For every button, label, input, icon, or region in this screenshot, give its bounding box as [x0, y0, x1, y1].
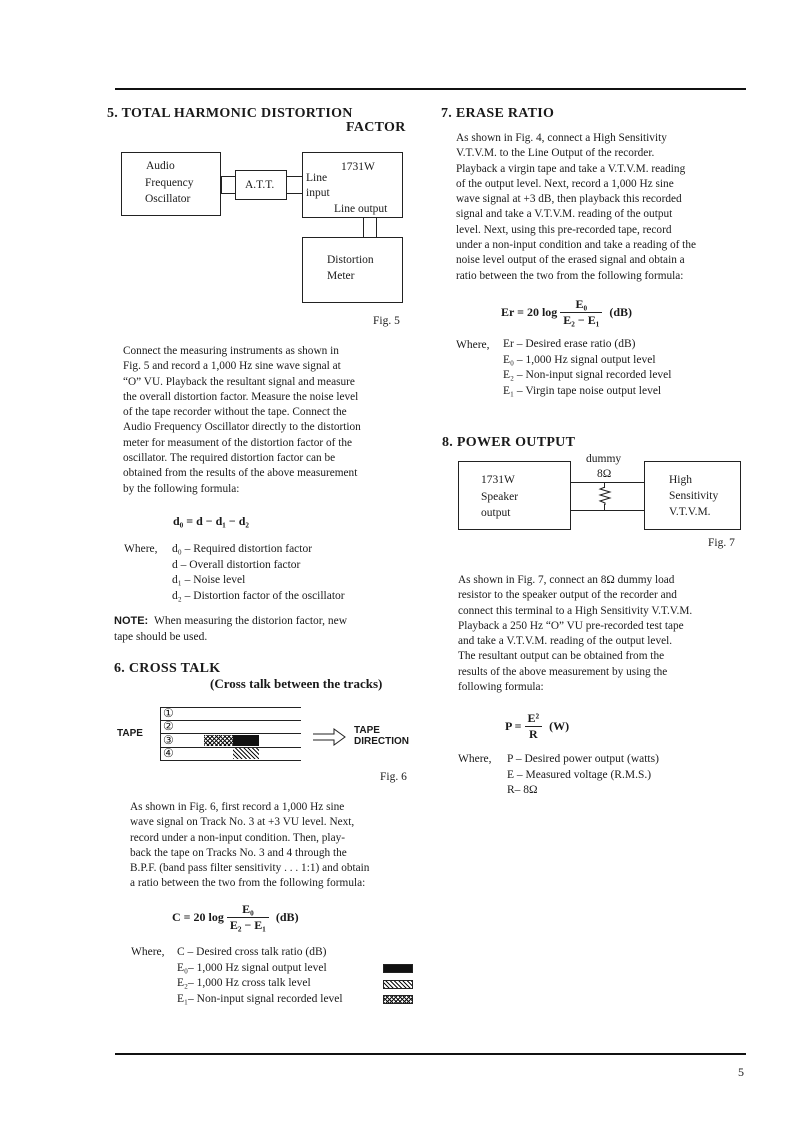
vtvm-box [644, 461, 741, 530]
wire [221, 176, 222, 194]
speaker-label-1: Speaker [481, 491, 519, 503]
tape-edge [160, 707, 161, 761]
formula-denominator: E₂ − E₁ [229, 918, 266, 932]
fig6-caption: Fig. 6 [380, 771, 407, 783]
text-line: of the output level. Next, record a 1,000 Hz sine [456, 177, 674, 190]
sec5-title-cont: FACTOR [346, 120, 406, 135]
track-line [160, 720, 301, 721]
recorder-box [302, 152, 403, 218]
line-input-2: input [306, 187, 330, 199]
text-line: obtained from the results of the above measurement [123, 467, 358, 480]
formula-fraction [227, 902, 269, 933]
text-line: level. Next, using this pre-recorded tape, record [456, 223, 672, 236]
wire [571, 510, 645, 511]
sec6-subtitle: (Cross talk between the tracks) [210, 676, 383, 691]
definition-item: d₀ – Required distortion factor [172, 543, 313, 555]
track-line [160, 707, 301, 708]
bottom-rule [115, 1053, 746, 1055]
wire [363, 218, 364, 238]
sec8-title: 8. POWER OUTPUT [442, 435, 576, 450]
line-input-1: Line [306, 172, 328, 184]
sec7-paragraph [456, 131, 739, 284]
formula-fraction [525, 711, 543, 742]
formula-unit: (dB) [275, 910, 299, 924]
text-line: the overall distortion factor. Measure the noise level [123, 390, 359, 403]
formula-unit: (dB) [609, 305, 633, 319]
sec5-formula: d₀ = d − d₁ − d₂ [173, 514, 250, 528]
sec8-definitions [507, 752, 659, 799]
text-line: results of the above measurement by using the [458, 665, 668, 678]
formula-lhs: C = 20 log [172, 910, 224, 924]
formula-denominator: E₂ − E₁ [563, 313, 600, 327]
recorder-model: 1731W [481, 474, 515, 486]
sec8-paragraph [458, 573, 742, 695]
sec7-where: Where, [456, 339, 490, 351]
text-line: meter for measument of the distortion factor of the [123, 436, 352, 449]
text-line: wave signal at +3 dB, then playback this recorded [456, 193, 682, 206]
osc-label-1: Audio [146, 160, 175, 172]
sec8-where: Where, [458, 753, 492, 765]
text-line: The resultant output can be obtained from the [458, 650, 665, 663]
definition-item: P – Desired power output (watts) [507, 753, 659, 765]
track-2-label: ② [163, 719, 174, 733]
att-box [235, 170, 287, 200]
non-input-segment [204, 735, 233, 746]
track-line [160, 747, 301, 748]
definition-item: d – Overall distortion factor [172, 558, 301, 571]
text-line: by the following formula: [123, 482, 240, 495]
formula-numerator: E² [525, 711, 543, 727]
top-rule [115, 88, 746, 90]
osc-label-3: Oscillator [145, 193, 191, 205]
track-4-label: ④ [163, 746, 174, 760]
track-3-label: ③ [163, 733, 174, 747]
definition-item: C – Desired cross talk ratio (dB) [177, 946, 327, 958]
speaker-output-box [458, 461, 571, 530]
sec6-definitions [177, 945, 343, 1007]
sec5-definitions [172, 542, 345, 604]
dist-label-2: Meter [327, 270, 355, 282]
sec6-where: Where, [131, 946, 165, 958]
formula-numerator: E₀ [560, 297, 602, 313]
sec7-definitions [503, 337, 671, 399]
vtvm-label-3: V.T.V.M. [669, 506, 711, 518]
line-output: Line output [334, 203, 388, 215]
definition-item: E₀– 1,000 Hz signal output level [177, 961, 327, 974]
sec7-title: 7. ERASE RATIO [441, 106, 555, 121]
note-text-2: tape should be used. [114, 631, 208, 643]
distortion-meter-box [302, 237, 403, 303]
vtvm-label-2: Sensitivity [669, 490, 719, 502]
crosstalk-segment [233, 748, 259, 759]
recorder-model: 1731W [341, 161, 375, 173]
text-line: V.T.V.M. to the Line Output of the recorder. [456, 147, 655, 160]
fig5-caption: Fig. 5 [373, 315, 400, 327]
page-number: 5 [738, 1065, 744, 1079]
definition-item: d₁ – Noise level [172, 574, 246, 586]
sec7-formula [501, 297, 632, 328]
definition-item: R– 8Ω [507, 784, 538, 796]
text-line: noise level output of the erased signal and obtain a [456, 254, 685, 267]
formula-numerator: E₀ [227, 902, 269, 918]
formula-lhs: Er = 20 log [501, 305, 558, 319]
wire [571, 482, 645, 483]
note-label: NOTE: [114, 615, 149, 627]
osc-label-2: Frequency [145, 177, 194, 189]
track-1-label: ① [163, 706, 174, 720]
text-line: Connect the measuring instruments as shown in [123, 345, 339, 357]
sec6-title: 6. CROSS TALK [114, 661, 221, 676]
speaker-label-2: output [481, 507, 511, 519]
text-line: Playback a 250 Hz “O” VU pre-recorded test tape [458, 619, 684, 632]
wire [221, 176, 235, 177]
text-line: As shown in Fig. 4, connect a High Sensitivity [456, 132, 667, 144]
note-text-1: When measuring the distorion factor, new [153, 615, 348, 627]
definition-item: E₂– 1,000 Hz cross talk level [177, 977, 311, 989]
definition-item: E₂ – Non-input signal recorded level [503, 369, 672, 381]
text-line: of the tape recorder without the tape. Connect the [123, 406, 347, 419]
definition-item: Er – Desired erase ratio (dB) [503, 338, 636, 350]
track-line [160, 733, 301, 734]
text-line: As shown in Fig. 6, first record a 1,000 Hz sine [130, 801, 345, 813]
definition-item: E – Measured voltage (R.M.S.) [507, 768, 652, 781]
text-line: ratio between the two from the following formula: [456, 269, 684, 282]
text-line: and take a V.T.V.M. reading of the output level. [458, 635, 673, 648]
att-label: A.T.T. [245, 179, 275, 191]
text-line: Playback a virgin tape and take a V.T.V.M. reading [456, 162, 686, 175]
text-line: a ratio between the two from the following formula: [130, 877, 366, 890]
formula-lhs: P = [505, 719, 522, 733]
dummy-label: dummy [586, 453, 622, 465]
wire [376, 218, 377, 238]
legend-crosstalk-swatch [383, 980, 413, 989]
fig7-caption: Fig. 7 [708, 537, 735, 549]
vtvm-label-1: High [669, 474, 692, 486]
sec8-formula [505, 711, 569, 742]
audio-oscillator-box [121, 152, 221, 216]
legend-signal-swatch [383, 964, 413, 973]
arrow-icon [312, 727, 346, 747]
sec5-title: 5. TOTAL HARMONIC DISTORTION [107, 106, 353, 121]
text-line: oscillator. The required distortion factor can be [123, 452, 336, 465]
definition-item: d₂ – Distortion factor of the oscillator [172, 589, 345, 602]
signal-segment [233, 735, 259, 746]
text-line: following formula: [458, 681, 544, 694]
text-line: Fig. 5 and record a 1,000 Hz sine wave signal at [123, 360, 341, 373]
formula-unit: (W) [549, 719, 570, 733]
legend-noninput-swatch [383, 995, 413, 1004]
text-line: back the tape on Tracks No. 3 and 4 through the [130, 846, 347, 859]
sec5-paragraph [123, 344, 407, 497]
text-line: “O” VU. Playback the resultant signal and measure [123, 375, 355, 388]
sec5-note [114, 613, 409, 645]
wire [604, 504, 605, 511]
text-line: resistor to the speaker output of the recorder and [458, 589, 677, 602]
text-line: signal and take a V.T.V.M. reading of the output [456, 208, 673, 221]
definition-item: E₁– Non-input signal recorded level [177, 992, 343, 1005]
sec5-where: Where, [124, 543, 158, 555]
wire [287, 176, 303, 177]
sec6-paragraph [130, 800, 412, 892]
resistor-icon [598, 487, 612, 505]
text-line: under a non-input condition and take a reading of the [456, 239, 696, 252]
tape-label: TAPE [117, 728, 143, 739]
wire [221, 193, 235, 194]
definition-item: E₁ – Virgin tape noise output level [503, 384, 662, 397]
direction-label-1: TAPE [354, 725, 380, 736]
text-line: record under a non-input condition. Then, play- [130, 831, 345, 844]
text-line: wave signal on Track No. 3 at +3 VU level. Next, [130, 816, 355, 829]
formula-fraction [560, 297, 602, 328]
text-line: Audio Frequency Oscillator directly to the distortion [123, 421, 361, 434]
sec6-formula [172, 902, 299, 933]
track-line [160, 760, 301, 761]
definition-item: E₀ – 1,000 Hz signal output level [503, 353, 656, 366]
text-line: connect this terminal to a High Sensitivity V.T.V.M. [458, 604, 693, 617]
formula-denominator: R [528, 727, 538, 741]
dist-label-1: Distortion [327, 254, 374, 266]
text-line: B.P.F. (band pass filter sensitivity . . . 1:1) and obtain [130, 862, 370, 875]
text-line: As shown in Fig. 7, connect an 8Ω dummy load [458, 574, 675, 586]
ohm-label: 8Ω [597, 468, 612, 480]
wire [287, 193, 303, 194]
direction-label-2: DIRECTION [354, 736, 409, 747]
